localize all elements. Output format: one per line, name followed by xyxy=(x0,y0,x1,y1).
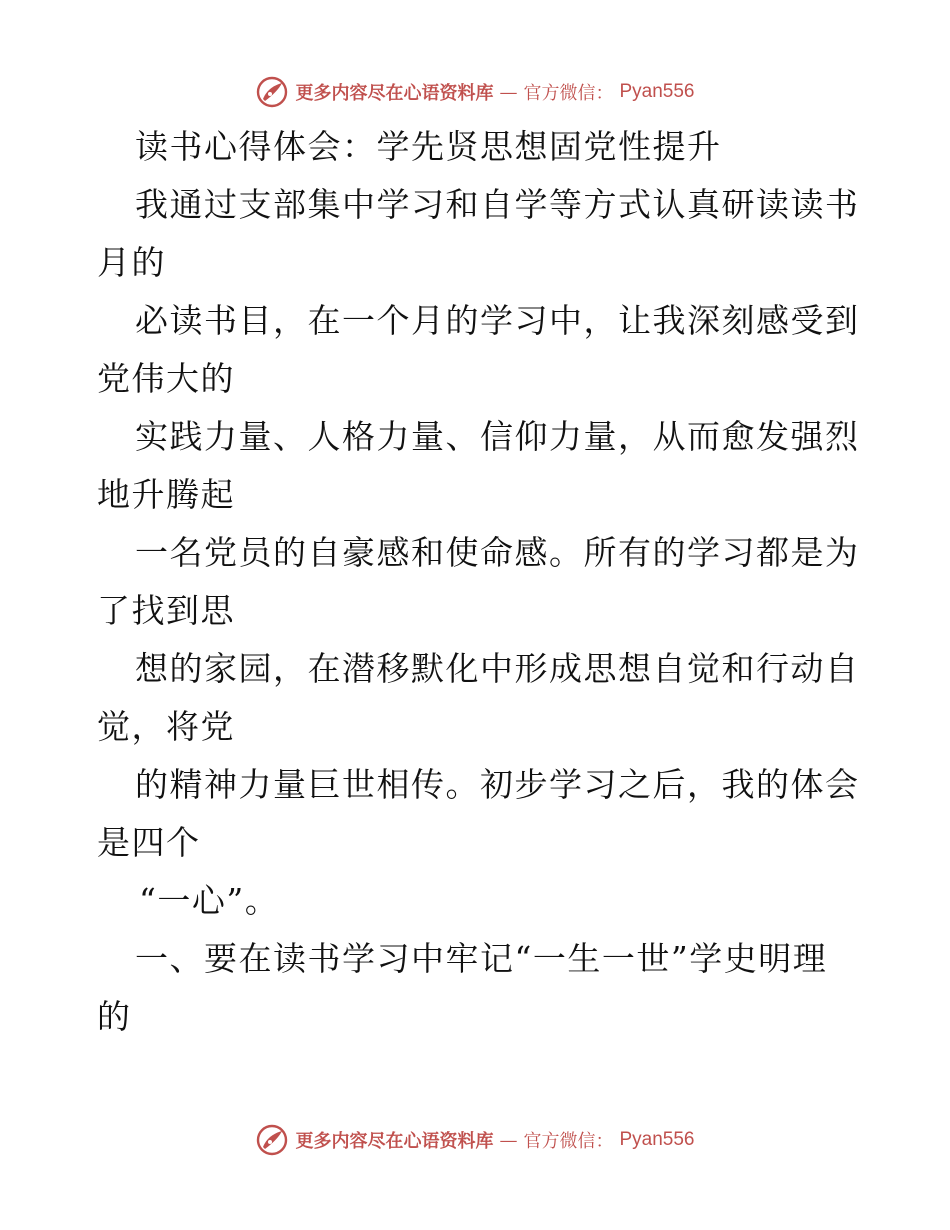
watermark-wechat-id: Pyan556 xyxy=(619,81,695,102)
document-title: 读书心得体会：学先贤思想固党性提升 xyxy=(135,127,722,166)
watermark-brand-text: 更多内容尽在心语资料库 xyxy=(295,1131,494,1152)
section-heading: 一、要在读书学习中牢记“一生一世”学史明理 xyxy=(135,939,828,978)
paragraph-line: 的 xyxy=(97,997,132,1036)
paragraph-line: 月的 xyxy=(97,243,166,282)
paragraph-line: 地升腾起 xyxy=(97,475,235,514)
watermark-brand-text: 更多内容尽在心语资料库 xyxy=(295,83,494,104)
paragraph-line: 了找到思 xyxy=(97,591,235,630)
footer-watermark xyxy=(0,1120,950,1160)
pen-logo-icon xyxy=(255,1123,289,1157)
watermark-official-label: 官方微信： xyxy=(523,1131,614,1152)
watermark-separator: — xyxy=(499,81,518,103)
paragraph-line: 的精神力量巨世相传。初步学习之后，我的体会 xyxy=(135,765,860,804)
pen-logo-icon xyxy=(255,75,289,109)
watermark-wechat-id: Pyan556 xyxy=(619,1129,695,1150)
paragraph-line: 实践力量、人格力量、信仰力量，从而愈发强烈 xyxy=(135,417,860,456)
watermark-official-label: 官方微信： xyxy=(523,83,614,104)
paragraph-line: “一心”。 xyxy=(139,881,280,920)
document-body xyxy=(97,118,860,1046)
paragraph-line: 想的家园，在潜移默化中形成思想自觉和行动自 xyxy=(135,649,860,688)
paragraph-line: 是四个 xyxy=(97,823,201,862)
paragraph-line: 觉，将党 xyxy=(97,707,235,746)
paragraph-line: 党伟大的 xyxy=(97,359,235,398)
paragraph-line: 一名党员的自豪感和使命感。所有的学习都是为 xyxy=(135,533,860,572)
watermark-separator: — xyxy=(499,1129,518,1151)
header-watermark xyxy=(0,72,950,112)
paragraph-line: 必读书目，在一个月的学习中，让我深刻感受到 xyxy=(135,301,860,340)
paragraph-line: 我通过支部集中学习和自学等方式认真研读读书 xyxy=(135,185,860,224)
